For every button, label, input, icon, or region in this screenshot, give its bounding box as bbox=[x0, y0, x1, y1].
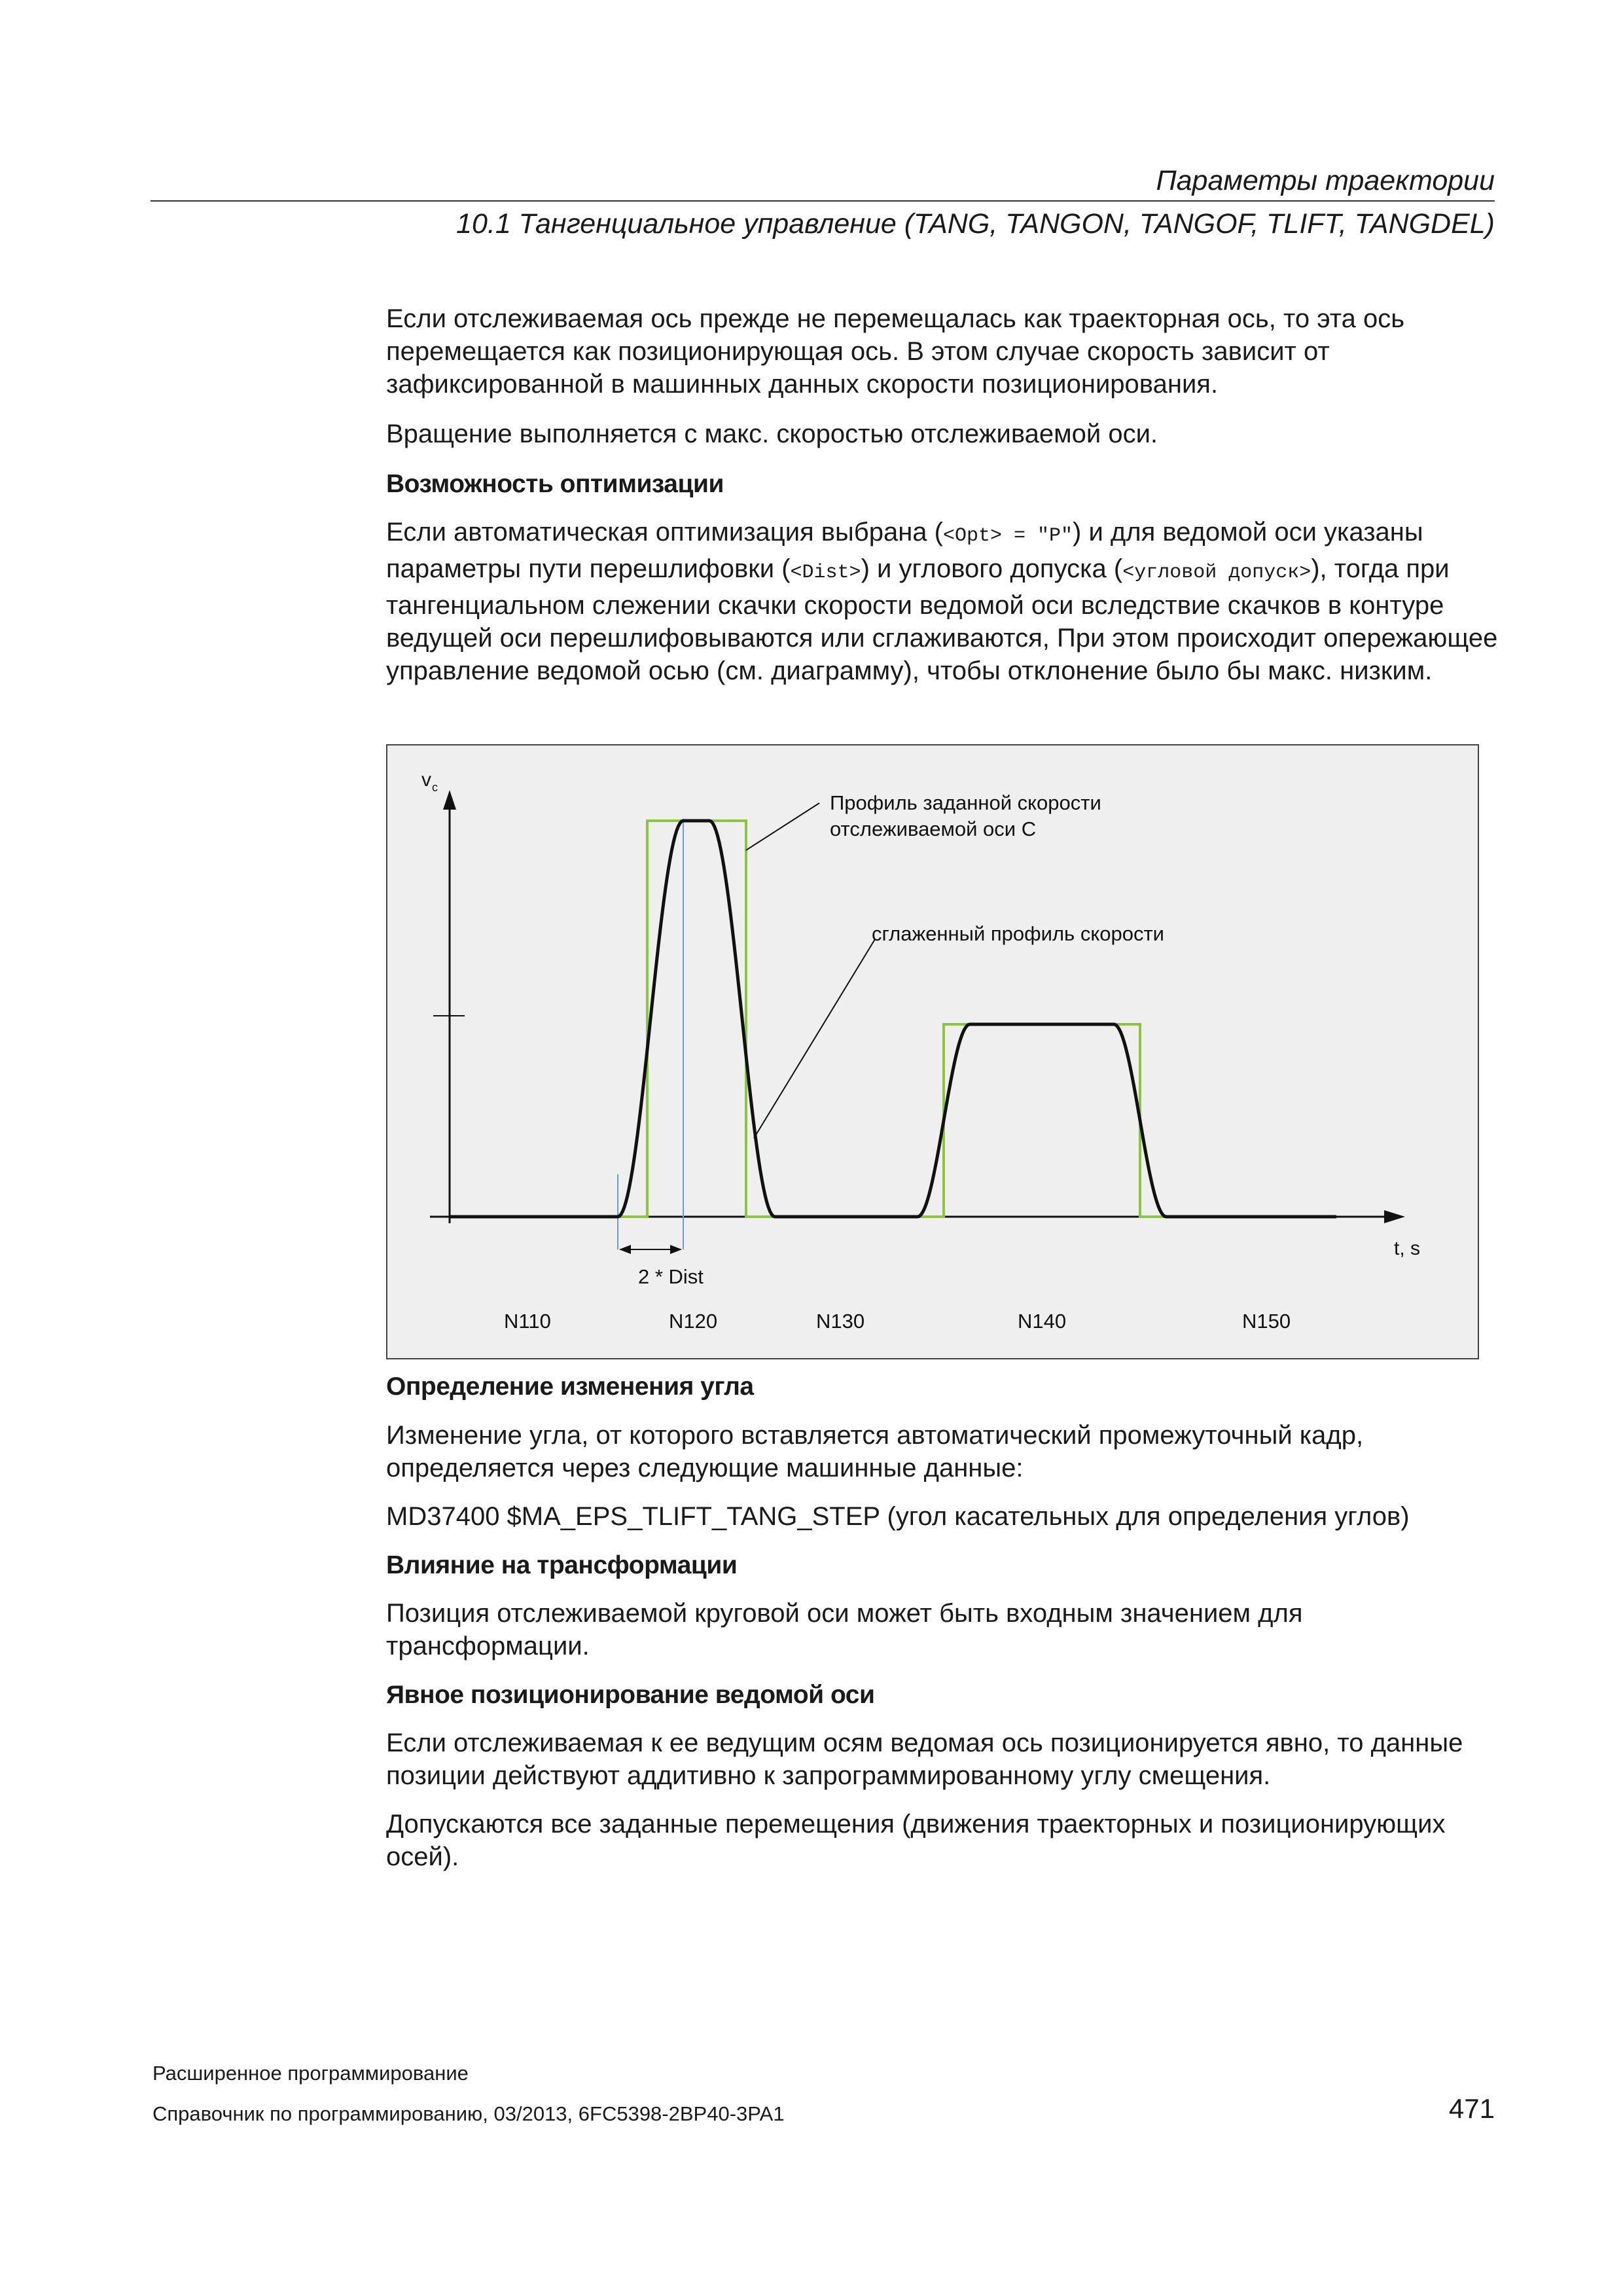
smoothed-velocity-profile bbox=[450, 821, 1336, 1217]
y-axis-arrow-icon bbox=[443, 790, 456, 810]
velocity-profile-diagram bbox=[386, 744, 1479, 1359]
y-axis-label: v bbox=[421, 769, 431, 791]
heading-angle-change-block bbox=[386, 1371, 1499, 1403]
label-setpoint-line2: отслеживаемой оси C bbox=[830, 817, 1037, 840]
code-dist: <Dist> bbox=[790, 562, 861, 584]
paragraph-2: Вращение выполняется с макс. скоростью отслеживаемой оси. bbox=[386, 420, 1158, 448]
dist-arrow-left-icon bbox=[619, 1245, 631, 1254]
heading-explicit-positioning: Явное позиционирование ведомой оси bbox=[386, 1681, 875, 1709]
p3-text-4: ), тогда при тангенциальном слежении скачки скорости ведомой оси вследствие скачков в контуре ведущей оси перешлифовываются или сглаживаются, При этом происходит опережающее управление ведомой осью (см. диаграмму), чтобы отклонение было бы макс. низким. bbox=[386, 554, 1498, 685]
paragraph-6: Позиция отслеживаемой круговой оси может быть входным значением для трансформации. bbox=[386, 1599, 1303, 1660]
code-angle-tolerance: <угловой допуск> bbox=[1122, 562, 1311, 584]
block-label-n140: N140 bbox=[1018, 1310, 1067, 1333]
heading-optimization: Возможность оптимизации bbox=[386, 470, 724, 498]
heading-angle-change: Определение изменения угла bbox=[386, 1372, 754, 1401]
paragraph-5-block bbox=[386, 1500, 1499, 1533]
header-rule bbox=[151, 200, 1495, 202]
paragraph-4: Изменение угла, от которого вставляется автоматический промежуточный кадр, определяется через следующие машинные данные: bbox=[386, 1421, 1364, 1482]
block-label-n110: N110 bbox=[504, 1310, 551, 1333]
x-axis-arrow-icon bbox=[1384, 1210, 1405, 1223]
leader-smoothed bbox=[754, 939, 875, 1138]
y-axis-sub-label: c bbox=[432, 781, 438, 794]
heading-optimization-block bbox=[386, 469, 1499, 500]
code-opt: <Opt> = "P" bbox=[942, 525, 1073, 547]
paragraph-6-block bbox=[386, 1597, 1499, 1662]
page-number: 471 bbox=[1448, 2093, 1495, 2124]
setpoint-velocity-profile bbox=[450, 821, 1336, 1217]
paragraph-2-block bbox=[386, 418, 1499, 450]
heading-transformations-block bbox=[386, 1550, 1499, 1581]
p3-text-3: ) и углового допуска ( bbox=[861, 554, 1123, 583]
header-subsection: 10.1 Тангенциальное управление (TANG, TANGON, TANGOF, TLIFT, TANGDEL) bbox=[456, 208, 1495, 240]
label-setpoint-line1: Профиль заданной скорости bbox=[830, 791, 1101, 814]
heading-transformations: Влияние на трансформации bbox=[386, 1551, 738, 1579]
p3-text-1: Если автоматическая оптимизация выбрана ( bbox=[386, 518, 943, 547]
paragraph-8-block bbox=[386, 1808, 1499, 1873]
paragraph-1: Если отслеживаемая ось прежде не перемещалась как траекторная ось, то эта ось перемещается как позиционирующая ось. В этом случае скорость зависит от зафиксированной в машинных данных скорости позиционирования. bbox=[386, 304, 1405, 399]
dist-label: 2 * Dist bbox=[638, 1265, 704, 1288]
footer-line-2: Справочник по программированию, 03/2013, 6FC5398-2BP40-3PA1 bbox=[152, 2102, 785, 2125]
p3-text-2: ) и для ведомой оси указаны параметры пути перешлифовки ( bbox=[386, 518, 1423, 583]
paragraph-4-block bbox=[386, 1419, 1499, 1484]
paragraph-7-block bbox=[386, 1727, 1499, 1792]
heading-explicit-positioning-block bbox=[386, 1679, 1499, 1711]
header-section: Параметры траектории bbox=[1156, 165, 1495, 196]
x-axis-label: t, s bbox=[1394, 1238, 1421, 1259]
block-label-n130: N130 bbox=[816, 1310, 865, 1333]
paragraph-7: Если отслеживаемая к ее ведущим осям ведомая ось позиционируется явно, то данные позиции действуют аддитивно к запрограммированному углу смещения. bbox=[386, 1729, 1463, 1790]
paragraph-3 bbox=[386, 516, 1499, 687]
paragraph-8: Допускаются все заданные перемещения (движения траекторных и позиционирующих осей). bbox=[386, 1810, 1446, 1871]
paragraph-3-block bbox=[386, 516, 1499, 687]
diagram-svg bbox=[387, 745, 1478, 1358]
block-label-n120: N120 bbox=[669, 1310, 718, 1333]
label-smoothed: сглаженный профиль скорости bbox=[872, 922, 1164, 945]
block-label-n150: N150 bbox=[1242, 1310, 1291, 1333]
leader-setpoint bbox=[746, 803, 819, 850]
dist-arrow-right-icon bbox=[670, 1245, 682, 1254]
footer-line-1: Расширенное программирование bbox=[152, 2062, 469, 2085]
paragraph-5: MD37400 $MA_EPS_TLIFT_TANG_STEP (угол касательных для определения углов) bbox=[386, 1502, 1410, 1531]
paragraph-1-block bbox=[386, 302, 1499, 401]
